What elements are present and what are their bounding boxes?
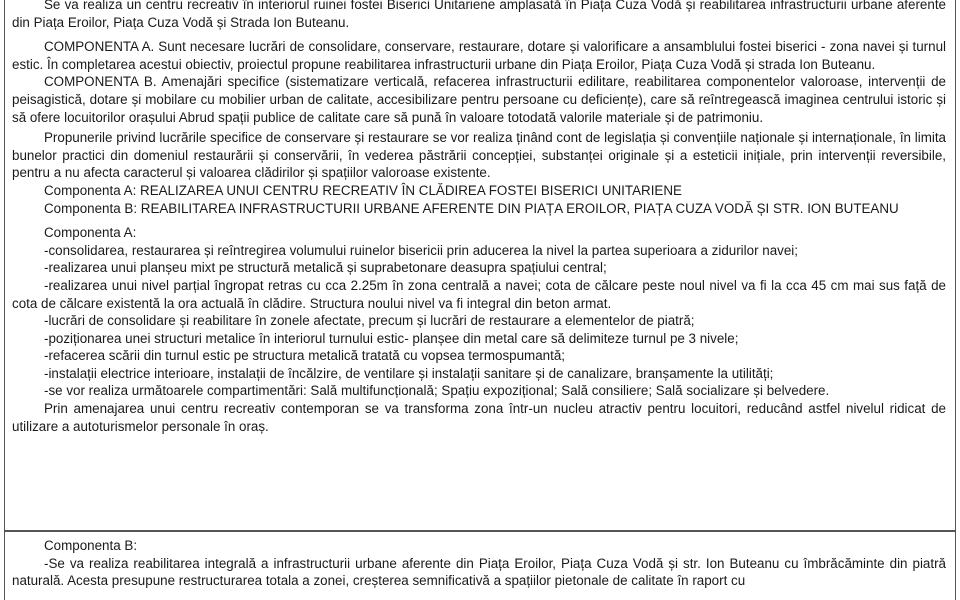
conservation-principles: Propunerile privind lucrările specifice de conservare și restaurare se vor realiza ținând cont de legislația și convențiile naționale și internaționale, în limita bunelor practici din domeniul restaurării și conservării, în vederea păstrării concepției, substanței originale și a esteticii inițiale, prin intervenții reversibile, pentru a nu afecta caracterul și valoarea clădirilor și spațiilor valoroase existente.: [12, 130, 946, 181]
component-b-section: [12, 537, 946, 590]
list-item: -realizarea unui nivel parțial îngropat retras cu cca 2.25m în zona centrală a navei; cota de călcare peste noul nivel va fi la cca 45 cm mai sus față de cota de călcare existentă la ora actuală în clădire. Structura noului nivel va fi integral din beton armat.: [12, 277, 946, 311]
list-item: -consolidarea, restaurarea și reîntregirea volumului ruinelor bisericii prin aducerea la nivel la partea superioara a zidurilor navei;: [44, 242, 798, 258]
component-a-heading: Componenta A:: [44, 225, 137, 241]
component-a-closing: Prin amenajarea unui centru recreativ contemporan se va transforma zona într-un nucleu atractiv pentru locuitori, reducând astfel nivelul ridicat de utilizare a autoturismelor personale în oraș.: [12, 401, 946, 434]
component-a-summary: COMPONENTA A. Sunt necesare lucrări de consolidare, conservare, restaurare, dotare și valorificare a ansamblului fostei biserici - zona navei și turnul estic. În completarea acestui obiectiv, proiectul propune reabilitarea infrastructurii urbane din Piața Eroilor, Piața Cuza Vodă și strada Ion Buteanu.: [12, 39, 946, 72]
list-item: -se vor realiza următoarele compartimentări: Sală multifuncțională; Spațiu expozițional; Sală consiliere; Sală socializare și belvedere.: [44, 383, 830, 399]
component-b-summary: COMPONENTA B. Amenajări specifice (sistematizare verticală, refacerea infrastructurii edilitare, reabilitarea componentelor valoroase, intervenții de peisagistică, dotare și mobilare cu mobilier urban de calitate, accesibilizare pentru persoane cu deficiențe), care să reîntregească imaginea centrului istoric și să ofere locuitorilor orașului Abrud spații publice de calitate care să pună în valoare totodată valorile materiale și de patrimoniu.: [12, 74, 946, 125]
document-body: [12, 0, 946, 435]
list-item: -realizarea unui planșeu mixt pe structură metalică și suprabetonare deasupra spațiului central;: [44, 260, 607, 276]
list-item: -instalații electrice interioare, instalații de încălzire, de ventilare și instalații sanitare și de canalizare, branșamente la utilități;: [44, 365, 774, 381]
list-item: -Se va realiza reabilitarea integrală a infrastructurii urbane aferente din Piața Eroilor, Piața Cuza Vodă și str. Ion Buteanu cu îmbrăcăminte din piatră naturală. Acesta presupune restructurarea totala a zonei, creșterea semnificativă a spațiilor pietonale de calitate în raport cu: [12, 555, 946, 589]
component-a-title: Componenta A: REALIZAREA UNUI CENTRU RECREATIV ÎN CLĂDIREA FOSTEI BISERICI UNITARIENE: [44, 182, 682, 198]
list-item: -lucrări de consolidare și reabilitare în zonele afectate, precum și lucrări de restaurare a elementelor de piatră;: [44, 313, 695, 329]
component-b-title: Componenta B: REABILITAREA INFRASTRUCTURII URBANE AFERENTE DIN PIAȚA EROILOR, PIAȚA CUZA VODĂ ȘI STR. ION BUTEANU: [44, 200, 899, 216]
component-b-heading: Componenta B:: [44, 538, 138, 553]
list-item: -poziționarea unei structuri metalice în interiorul turnului estic- planșee din metal care să delimiteze turnul pe 3 nivele;: [44, 330, 739, 346]
list-item: -refacerea scării din turnul estic pe structura metalică tratată cu vopsea termospumantă;: [44, 348, 565, 364]
intro-paragraph: Se va realiza un centru recreativ în interiorul ruinei fostei Biserici Unitariene amplasată în Piața Cuza Vodă și reabilitarea infrastructurii urbane aferente din Piața Eroilor, Piața Cuza Vodă și Strada Ion Buteanu.: [12, 0, 946, 30]
